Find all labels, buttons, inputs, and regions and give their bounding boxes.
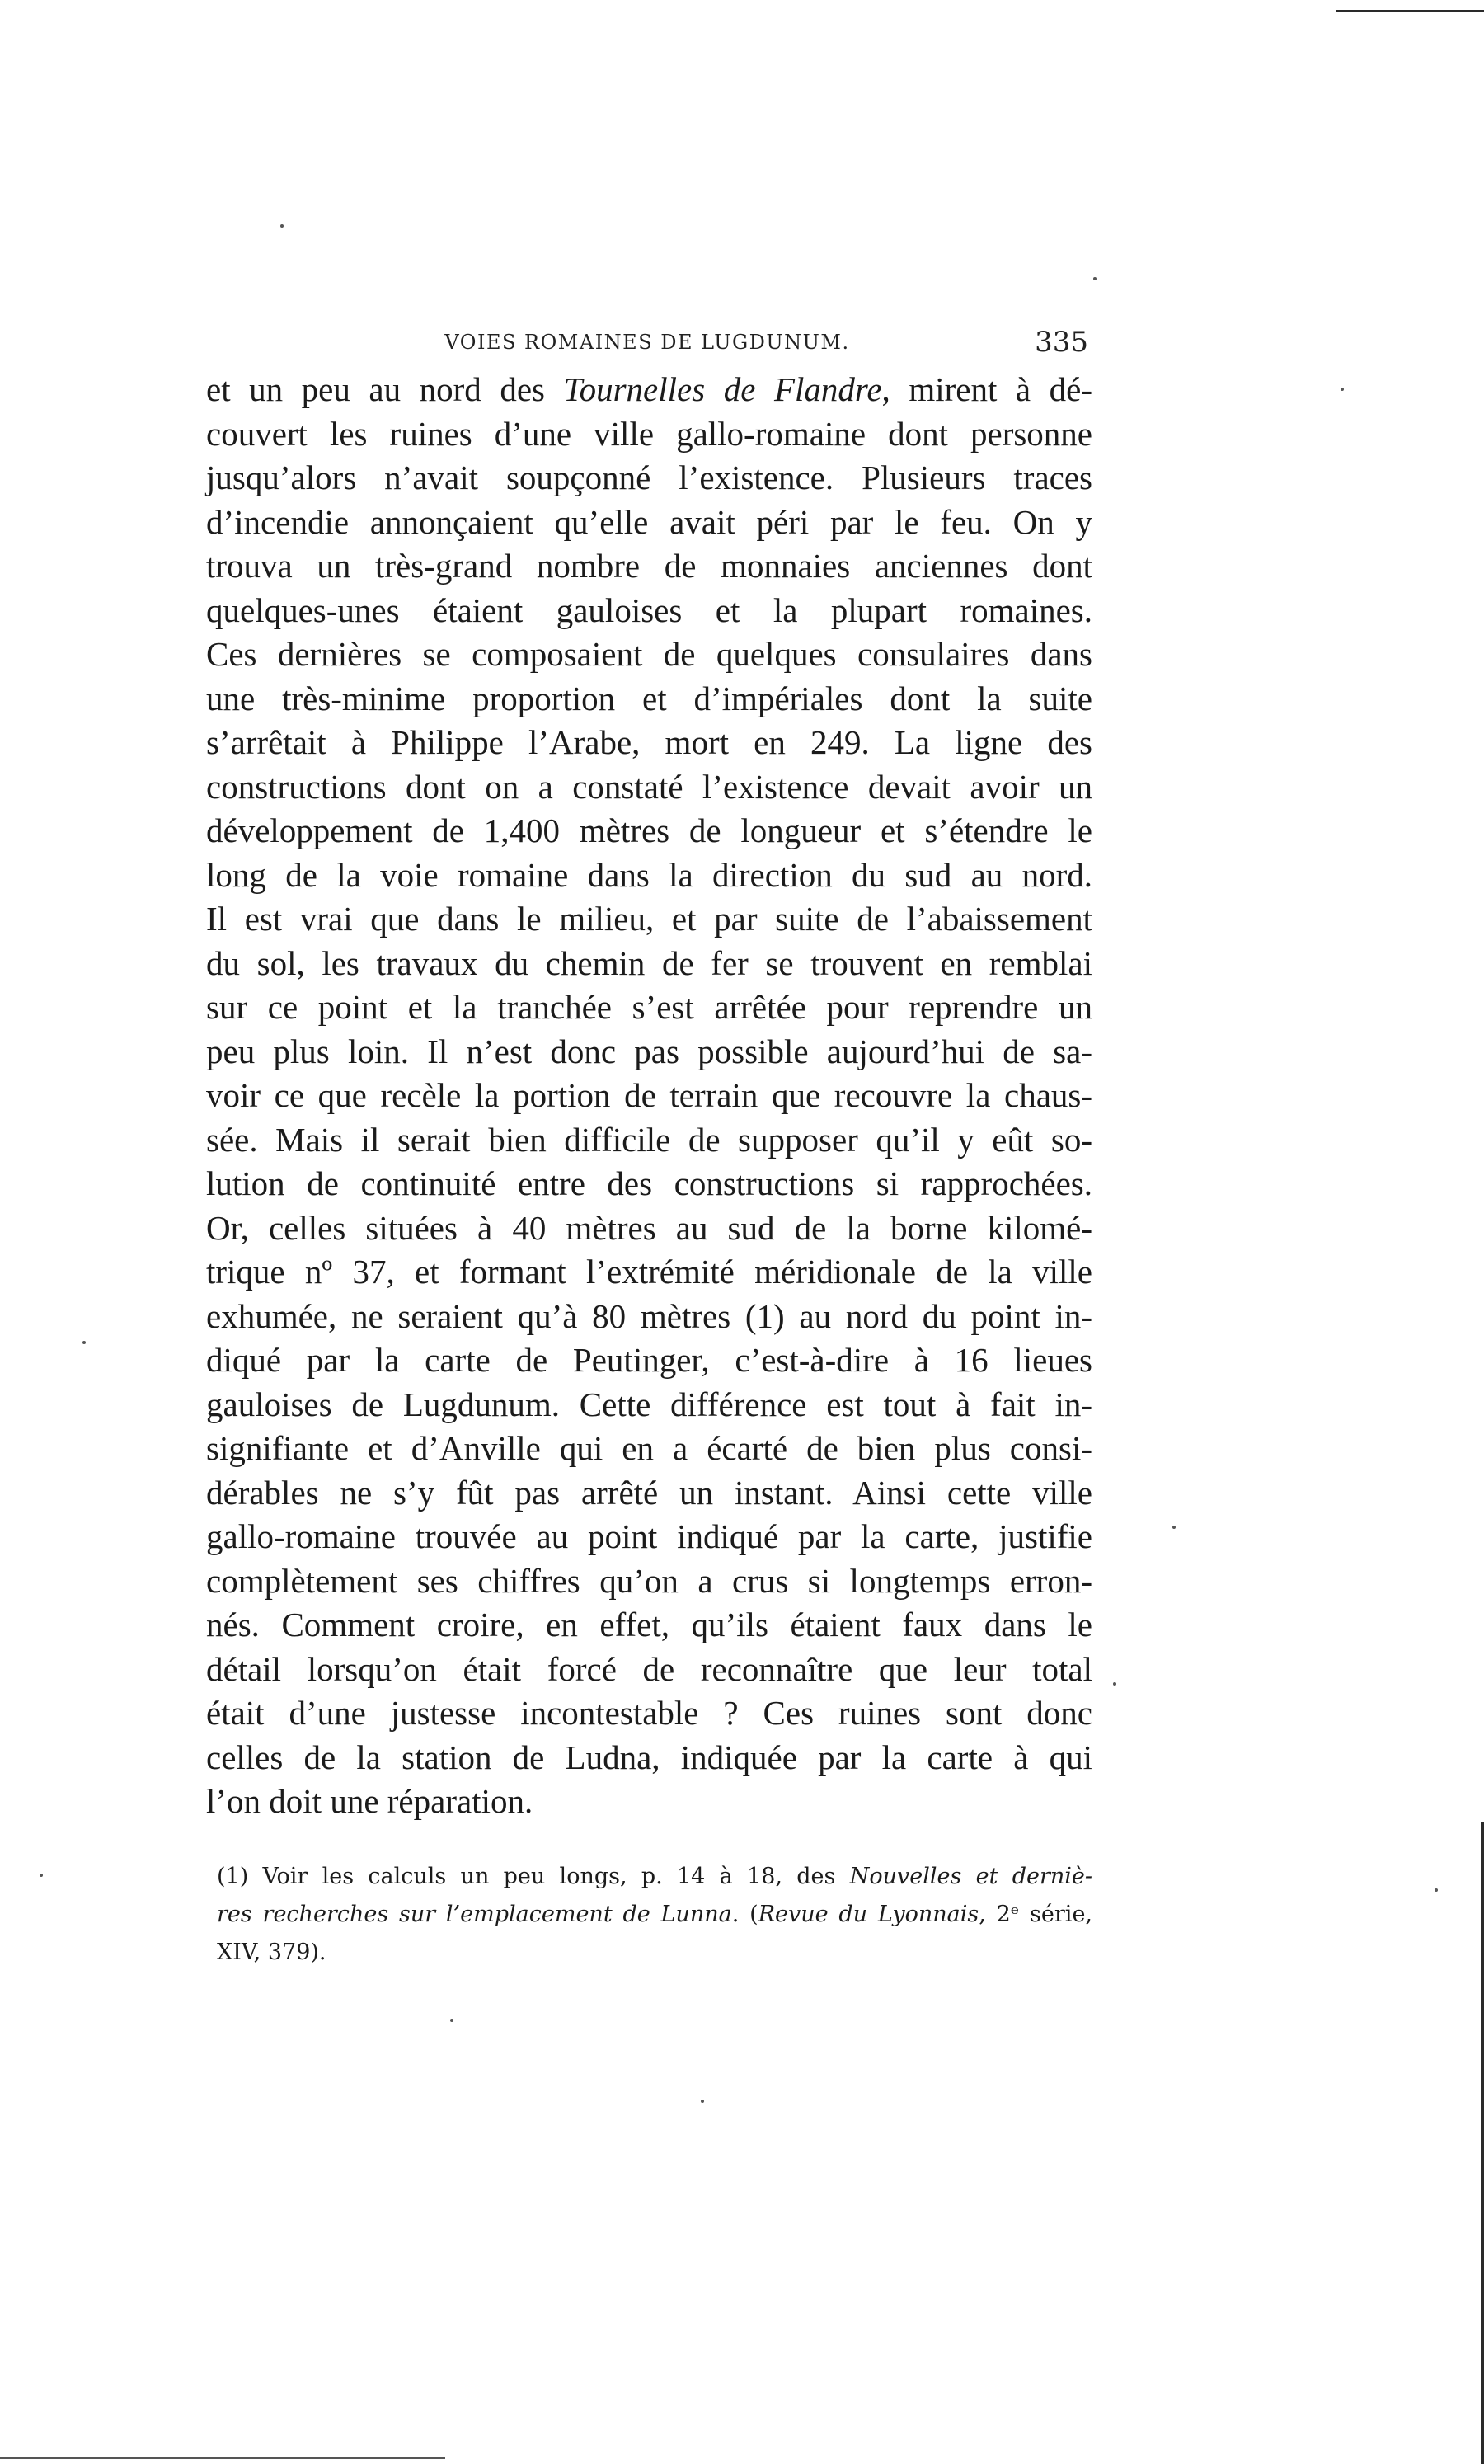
text-line: jusqu’alors n’avait soupçonné l’existence. Plusieurs traces — [206, 458, 1092, 496]
scan-speck — [280, 224, 284, 228]
text-line: exhumée, ne seraient qu’à 80 mètres (1) au nord du point in- — [206, 1296, 1092, 1335]
scan-edge-rule — [0, 2457, 445, 2459]
running-head — [206, 324, 1088, 360]
text-line: nés. Comment croire, en effet, qu’ils étaient faux dans le — [206, 1606, 1092, 1643]
text-line: gallo-romaine trouvée au point indiqué par la carte, justifie — [206, 1517, 1092, 1555]
footnote — [217, 1858, 1092, 1972]
text-line: et un peu au nord des Tournelles de Flandre, mirent à dé- — [206, 370, 1092, 408]
scan-speck — [450, 2019, 453, 2022]
text-line: développement de 1,400 mètres de longueur et s’étendre le — [206, 811, 1092, 849]
text-line: lution de continuité entre des constructions si rapprochées. — [206, 1164, 1092, 1202]
text-line: d’incendie annonçaient qu’elle avait péri par le feu. On y — [206, 502, 1092, 541]
text-line: une très-minime proportion et d’impériales dont la suite — [206, 679, 1092, 717]
running-title: VOIES ROMAINES DE LUGDUNUM. — [444, 331, 850, 354]
text-line: peu plus loin. Il n’est donc pas possible aujourd’hui de sa- — [206, 1032, 1092, 1070]
scan-speck — [1341, 388, 1344, 391]
text-line: s’arrêtait à Philippe l’Arabe, mort en 249. La ligne des — [206, 723, 1092, 761]
text-line: couvert les ruines d’une ville gallo-romaine dont personne — [206, 414, 1092, 453]
text-line: dérables ne s’y fût pas arrêté un instant. Ainsi cette ville — [206, 1473, 1092, 1512]
scan-speck — [40, 1874, 43, 1877]
text-line: détail lorsqu’on était forcé de reconnaître que leur total — [206, 1649, 1092, 1688]
scan-speck — [1172, 1526, 1176, 1529]
text-line: trouva un très-grand nombre de monnaies anciennes dont — [206, 547, 1092, 585]
scan-edge-rule — [1481, 1822, 1484, 2464]
footnote-line: res recherches sur l’emplacement de Lunna. (Revue du Lyonnais, 2ᵉ série, — [217, 1902, 1092, 1927]
text-line: sée. Mais il serait bien difficile de supposer qu’il y eût so- — [206, 1120, 1092, 1159]
scan-speck — [82, 1341, 86, 1344]
text-line: du sol, les travaux du chemin de fer se trouvent en remblai — [206, 943, 1092, 982]
scan-edge-rule — [1336, 10, 1484, 12]
scan-speck — [1435, 1888, 1438, 1892]
text-line: trique nº 37, et formant l’extrémité méridionale de la ville — [206, 1253, 1092, 1291]
text-line: voir ce que recèle la portion de terrain que recouvre la chaus- — [206, 1076, 1092, 1114]
text-line: diqué par la carte de Peutinger, c’est-à-dire à 16 lieues — [206, 1341, 1092, 1379]
text-line: sur ce point et la tranchée s’est arrêtée pour reprendre un — [206, 988, 1092, 1026]
text-line: gauloises de Lugdunum. Cette différence est tout à fait in- — [206, 1385, 1092, 1423]
text-line: long de la voie romaine dans la direction du sud au nord. — [206, 855, 1092, 894]
main-text — [206, 368, 1092, 1824]
text-line: celles de la station de Ludna, indiquée par la carte à qui — [206, 1737, 1092, 1776]
text-line: était d’une justesse incontestable ? Ces ruines sont donc — [206, 1694, 1092, 1732]
text-line: quelques-unes étaient gauloises et la plupart romaines. — [206, 590, 1092, 629]
page-number: 335 — [1035, 326, 1088, 359]
footnote-line: XIV, 379). — [217, 1940, 326, 1965]
scan-speck — [1113, 1682, 1116, 1686]
text-line: Ces dernières se composaient de quelques consulaires dans — [206, 635, 1092, 673]
text-line: Il est vrai que dans le milieu, et par suite de l’abaissement — [206, 900, 1092, 938]
text-line: signifiante et d’Anville qui en a écarté de bien plus consi- — [206, 1429, 1092, 1467]
text-line: l’on doit une réparation. — [206, 1782, 533, 1820]
scan-speck — [701, 2100, 704, 2103]
text-line: constructions dont on a constaté l’existence devait avoir un — [206, 767, 1092, 806]
text-line: Or, celles situées à 40 mètres au sud de la borne kilomé- — [206, 1208, 1092, 1247]
text-line: complètement ses chiffres qu’on a crus si longtemps erron- — [206, 1561, 1092, 1600]
scan-speck — [1093, 277, 1097, 280]
footnote-line: (1) Voir les calculs un peu longs, p. 14 à 18, des Nouvelles et derniè- — [217, 1864, 1092, 1889]
